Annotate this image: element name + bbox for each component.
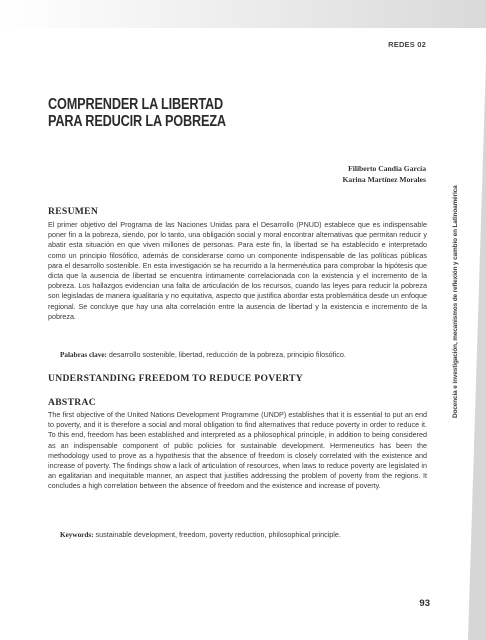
palabras-clave [60, 350, 346, 359]
journal-label: REDES 02 [388, 40, 426, 49]
authors [342, 163, 426, 185]
keywords-values: sustainable development, freedom, poverty reduction, philosophical principle. [93, 530, 341, 539]
title-line-2: PARA REDUCIR LA POBREZA [48, 113, 226, 130]
english-title: UNDERSTANDING FREEDOM TO REDUCE POVERTY [48, 373, 303, 384]
keywords-label: Keywords: [60, 531, 94, 539]
keywords [60, 530, 341, 539]
author-2: Karina Martínez Morales [342, 175, 426, 184]
title-line-1: COMPRENDER LA LIBERTAD [48, 96, 224, 113]
article-title [48, 96, 226, 130]
palabras-clave-values: desarrollo sostenible, libertad, reducción de la pobreza, principio filosófico. [106, 350, 346, 359]
resumen-heading: RESUMEN [48, 206, 99, 217]
author-1: Filiberto Candia García [348, 164, 426, 173]
page-number: 93 [419, 598, 430, 609]
palabras-clave-label: Palabras clave: [60, 351, 107, 359]
abstract-heading: ABSTRAC [48, 397, 96, 408]
resumen-text: El primer objetivo del Programa de las Naciones Unidas para el Desarrollo (PNUD) establece que es indispensable poner fin a la pobreza, siendo, por lo tanto, una obligación social y moral encontrar alternativas que permitan reducir y abatir esta situación en que viven millones de personas. Para este fin, la libertad se ha establecido e interpretado como un principio filosófico, además de considerarse como un componente indispensable de las políticas públicas para el desarrollo sostenible. En esta investigación se ha recurrido a la hermenéutica para comprobar la hipótesis que dicta que la ausencia de libertad se encuentra íntimamente correlacionada con la existencia y el incremento de la pobreza. Los hallazgos evidencian una falta de articulación de los recursos, cuando las leyes para reducir la pobreza son legisladas de manera igualitaria y no equitativa, aspecto que justifica abordar esta problemática desde un enfoque regional. Se concluye que hay una alta correlación entre la ausencia de libertad y la existencia e incremento de la pobreza. [48, 220, 427, 321]
abstract-text: The first objective of the United Nations Development Programme (UNDP) establishes that it is essential to put an end to poverty, and it is therefore a social and moral obligation to find alternatives that reduce poverty in order to reduce it. To this end, freedom has been established and interpreted as a philosophical principle, in addition to being considered as an indispensable component of public policies for sustainable development. Hermeneutics has been the methodology used to prove as a hypothesis that the absence of freedom is closely correlated with the existence and increase of poverty. The findings show a lack of articulation of resources, when laws to reduce poverty are legislated in an egalitarian and inequitable manner, an aspect that justifies addressing the problem of poverty from the regions. It concludes a high correlation between the absence of freedom and the existence and increase of poverty. [48, 410, 427, 491]
sidebar-vertical-text: Docencia e investigación, mecanismos de reflexión y cambio en Latinoamérica [452, 185, 459, 418]
